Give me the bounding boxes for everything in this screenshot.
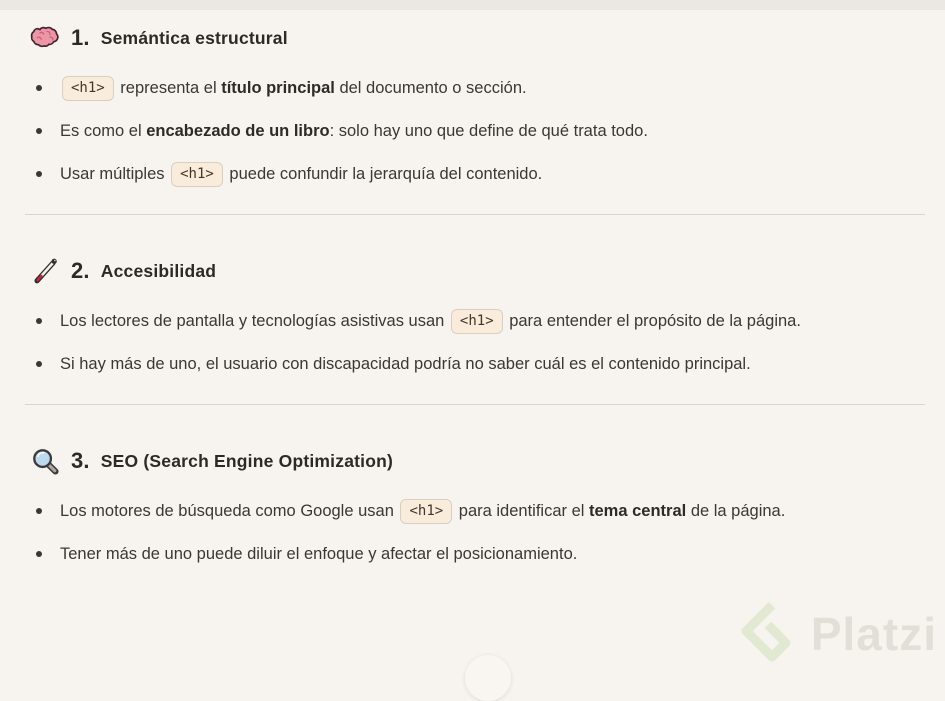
bullet-dot [36,318,42,324]
notes-content [0,10,945,570]
magnifier-icon [30,447,60,475]
bullet-item [30,72,920,104]
heading-title: Accesibilidad [100,260,217,281]
bullet-dot [36,551,42,557]
bullet-dot [36,361,42,367]
body-text: Los lectores de pantalla y tecnologías asistivas usan [60,312,449,330]
bullet-dot [36,171,42,177]
body-text: de la página. [686,502,786,520]
platzi-logo-icon [739,598,805,669]
bullet-list [30,495,925,570]
body-text: representa el [115,79,222,97]
inline-code-chip: <h1> [400,499,452,524]
heading-number: 1. [71,25,90,50]
bold-text: encabezado de un libro [146,122,330,140]
bold-text: tema central [589,502,687,520]
body-text: para entender el propósito de la página. [504,312,801,330]
heading-title: SEO (Search Engine Optimization) [100,450,394,471]
body-text: Tener más de uno puede diluir el enfoque y afectar el posicionamiento. [60,545,578,563]
bullet-item [30,538,920,570]
bullet-item [30,115,920,147]
inline-code-chip: <h1> [171,162,223,187]
bullet-item [30,158,920,190]
bullet-item [30,495,920,527]
white-cane-icon [30,257,60,285]
body-text: Es como el [60,122,147,140]
section-heading [30,447,925,475]
heading-number: 3. [71,448,90,473]
watermark-text: Platzi [810,607,937,660]
body-text: : solo hay uno que define de qué trata todo. [329,122,648,140]
section-semantica-estructural [30,24,925,190]
body-text: Si hay más de uno, el usuario con discapacidad podría no saber cuál es el contenido principal. [60,355,751,373]
brain-icon [30,24,60,52]
bullet-list [30,72,925,190]
heading-number: 2. [71,258,90,283]
bullet-dot [36,128,42,134]
body-text: Los motores de búsqueda como Google usan [60,502,399,520]
scroll-button-partial[interactable] [465,655,511,701]
bullet-item [30,305,920,337]
section-divider [25,404,925,405]
bullet-dot [36,508,42,514]
top-band [0,0,945,10]
bullet-list [30,305,925,380]
body-text: para identificar el [454,502,590,520]
body-text: puede confundir la jerarquía del contenido. [224,165,543,183]
section-heading [30,24,925,52]
inline-code-chip: <h1> [451,309,503,334]
section-accesibilidad [30,257,925,380]
inline-code-chip: <h1> [62,76,114,101]
platzi-watermark [739,598,937,669]
bullet-dot [36,85,42,91]
heading-title: Semántica estructural [100,27,288,48]
section-divider [25,214,925,215]
bullet-item [30,348,920,380]
section-seo [30,447,925,570]
body-text: del documento o sección. [334,79,527,97]
sections-container [30,24,925,570]
section-heading [30,257,925,285]
bold-text: título principal [221,79,335,97]
body-text: Usar múltiples [60,165,170,183]
